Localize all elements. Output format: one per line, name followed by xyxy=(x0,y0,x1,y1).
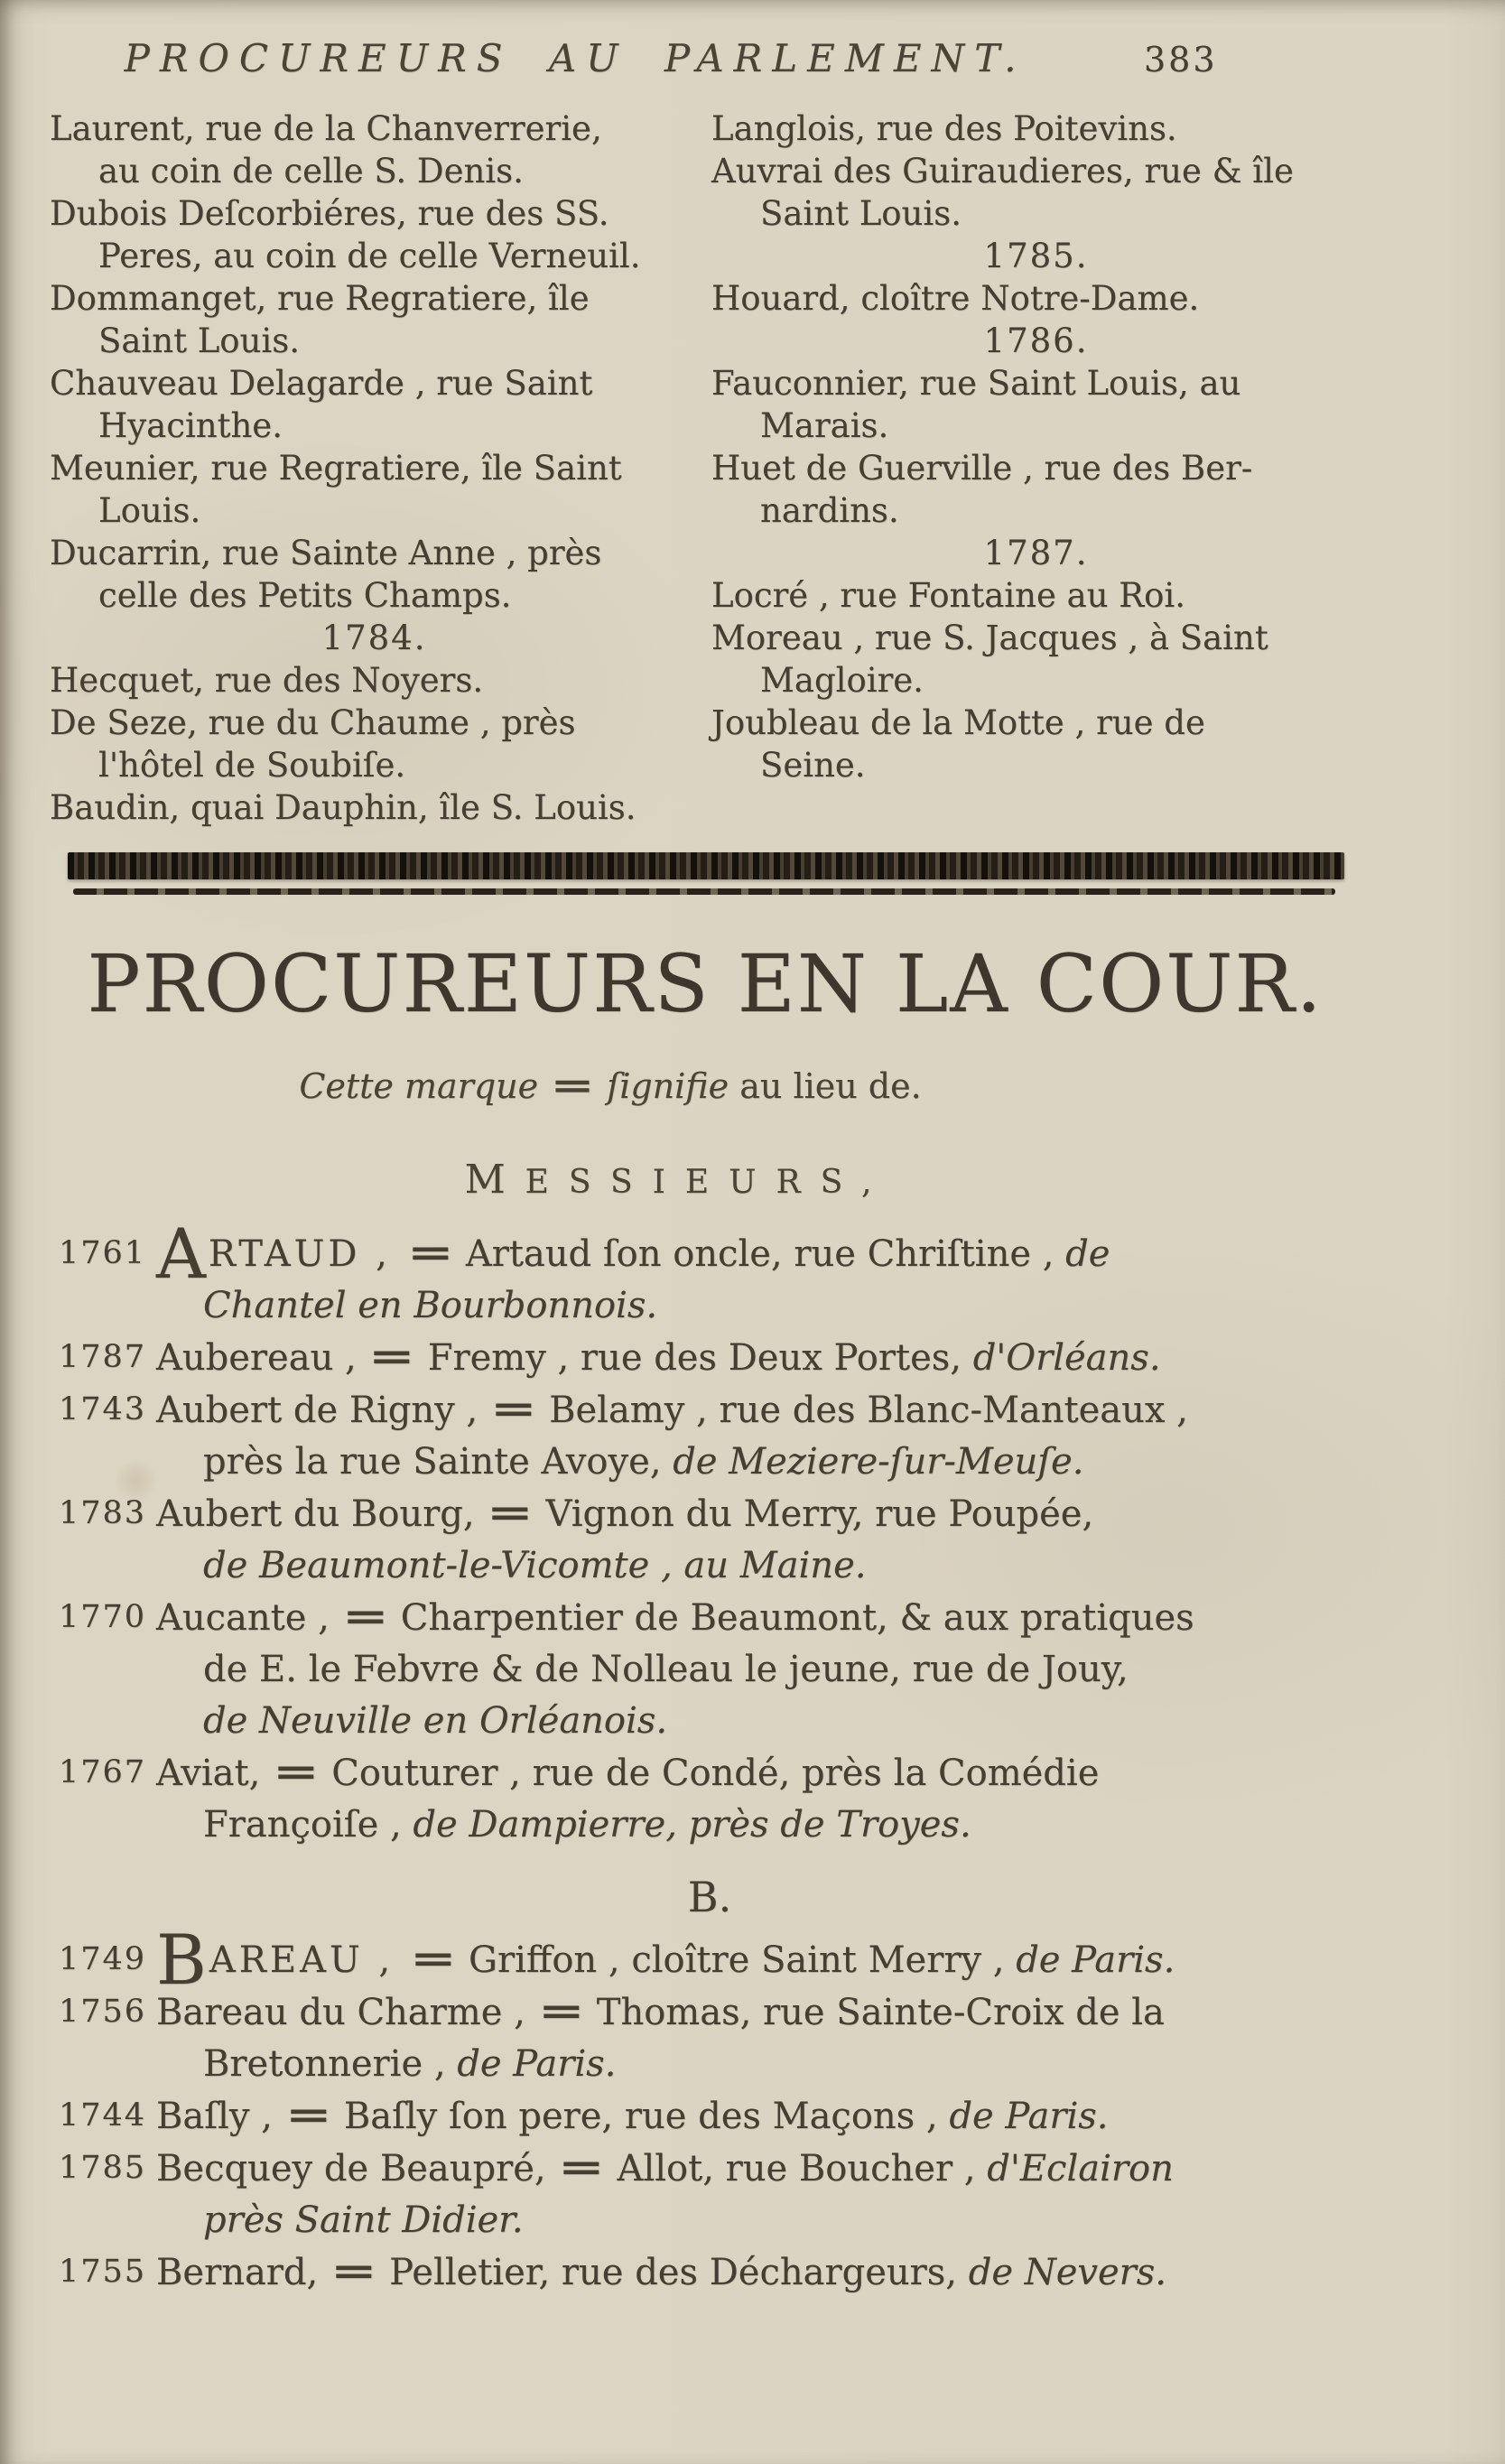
directory-line: Langlois, rue des Poitevins. xyxy=(711,109,1177,148)
procureur-entry xyxy=(59,1332,1361,1384)
entry-line xyxy=(156,2246,1361,2299)
entry-year: 1783 xyxy=(59,1494,147,1531)
right-column xyxy=(711,107,1361,829)
directory-year-line: 1784. xyxy=(321,618,427,657)
text-segment: Aubert du Bourg, xyxy=(156,1492,487,1535)
entry-year: 1785 xyxy=(59,2149,147,2186)
entries-list xyxy=(59,1213,1361,2299)
text-segment: de xyxy=(1065,1232,1110,1275)
marque-symbol: = xyxy=(341,1595,389,1638)
text-segment: Bareau du Charme , xyxy=(156,1991,537,2033)
text-segment: Belamy , rue des Blanc-Manteaux , xyxy=(537,1389,1188,1431)
entry-line xyxy=(156,1592,1361,1644)
text-segment: Griffon , cloître Saint Merry , xyxy=(457,1939,1017,1981)
entry-year: 1756 xyxy=(59,1993,147,2030)
marque-note xyxy=(50,1065,1361,1106)
directory-line: Dommanget, rue Regratiere, île xyxy=(50,279,590,318)
directory-line: Louis. xyxy=(98,491,201,530)
entry-initial: B xyxy=(156,1919,207,2000)
text-segment: de Nevers. xyxy=(968,2251,1167,2293)
text-segment: d'Eclairon xyxy=(987,2147,1174,2190)
marque-symbol: = xyxy=(330,2249,377,2292)
page-number: 383 xyxy=(1144,40,1218,79)
entry-line xyxy=(156,1540,1361,1592)
marque-symbol: = xyxy=(368,1334,416,1378)
directory-line: Joubleau de la Motte , rue de xyxy=(711,703,1205,742)
directory-line: Dubois Deſcorbiéres, rue des SS. xyxy=(50,194,609,233)
directory-line: Huet de Guerville , rue des Ber- xyxy=(711,449,1253,488)
directory-line: au coin de celle S. Denis. xyxy=(98,152,524,191)
procureur-entry xyxy=(59,1488,1361,1592)
text-segment: Pelletier, rue des Déchargeurs, xyxy=(377,2251,969,2293)
directory-line: Magloire. xyxy=(760,661,924,700)
procureur-entry xyxy=(59,1384,1361,1488)
parlement-directory xyxy=(50,107,1361,829)
directory-line: Saint Louis. xyxy=(760,194,962,233)
text-segment: Fremy , rue des Deux Portes, xyxy=(416,1336,973,1379)
directory-year-line: 1787. xyxy=(983,534,1089,572)
procureur-entry xyxy=(59,1592,1361,1747)
entry-year: 1761 xyxy=(59,1234,147,1271)
procureur-entry xyxy=(59,1919,1361,2000)
directory-line: Chauveau Delagarde , rue Saint xyxy=(50,364,593,403)
text-segment: Thomas, rue Sainte-Croix de la xyxy=(585,1991,1165,2033)
text-segment: de Neuville en Orléanois. xyxy=(203,1699,668,1742)
directory-line: nardins. xyxy=(760,491,899,530)
text-segment: de Beaumont-le-Vicomte , au Maine. xyxy=(203,1544,867,1586)
directory-line: Locré , rue Fontaine au Roi. xyxy=(711,576,1185,615)
entry-line xyxy=(156,1213,1361,1294)
text-segment: Chantel en Bourbonnois. xyxy=(203,1284,658,1326)
text-segment: Baſly , xyxy=(156,2095,284,2137)
running-head xyxy=(50,36,1361,80)
text-segment: Bretonnerie , xyxy=(203,2042,458,2085)
section-title: PROCUREURS EN LA COUR. xyxy=(87,937,1324,1030)
procureur-entry xyxy=(59,2143,1361,2246)
marque-symbol: = xyxy=(284,2093,332,2136)
procureur-entry xyxy=(59,1986,1361,2090)
entry-line xyxy=(156,2195,1361,2246)
entry-line xyxy=(156,1332,1361,1384)
section-divider-rule xyxy=(73,888,1335,895)
text-segment: de E. le Febvre & de Nolleau le jeune, rue de Jouy, xyxy=(203,1648,1129,1690)
entry-year: 1770 xyxy=(59,1598,147,1635)
marque-symbol: = xyxy=(406,1231,454,1274)
text-segment: Vignon du Merry, rue Poupée, xyxy=(534,1492,1094,1535)
procureur-entry xyxy=(59,2246,1361,2299)
marque-symbol: = xyxy=(487,1491,534,1534)
directory-line: De Seze, rue du Chaume , près xyxy=(50,703,576,742)
directory-year-line: 1786. xyxy=(983,321,1089,360)
marque-symbol: = xyxy=(272,1750,320,1793)
text-segment: au lieu de. xyxy=(739,1065,922,1106)
directory-line: Hecquet, rue des Noyers. xyxy=(50,661,484,700)
entry-year: 1787 xyxy=(59,1338,147,1375)
entry-year: 1755 xyxy=(59,2253,147,2290)
entry-line xyxy=(156,1747,1361,1799)
entry-line xyxy=(156,1488,1361,1540)
entry-line xyxy=(156,1644,1361,1696)
directory-line: Ducarrin, rue Sainte Anne , près xyxy=(50,534,602,572)
directory-line: Baudin, quai Dauphin, île S. Louis. xyxy=(50,788,636,827)
procureur-entry xyxy=(59,1213,1361,1332)
text-segment: Aubereau , xyxy=(156,1336,368,1379)
directory-line: Saint Louis. xyxy=(98,321,300,360)
text-segment: Charpentier de Beaumont, & aux pratiques xyxy=(389,1596,1194,1639)
entry-year: 1744 xyxy=(59,2097,147,2134)
text-segment: de Meziere-ſur-Meuſe. xyxy=(673,1440,1084,1483)
entry-line xyxy=(156,1437,1361,1488)
text-segment: Aviat, xyxy=(156,1752,273,1794)
text-segment: AREAU , xyxy=(209,1939,409,1981)
section-divider-ornament xyxy=(68,852,1344,879)
entry-line xyxy=(156,1919,1361,2000)
text-segment: de Paris. xyxy=(949,2095,1109,2137)
text-segment: près Saint Didier. xyxy=(203,2199,524,2241)
left-column xyxy=(50,107,699,829)
directory-line: Marais. xyxy=(760,406,889,445)
procureur-entry xyxy=(59,1747,1361,1851)
marque-symbol: = xyxy=(558,2145,606,2189)
text-segment: d'Orléans. xyxy=(972,1336,1161,1379)
directory-line: celle des Petits Champs. xyxy=(98,576,512,615)
entry-line xyxy=(156,2039,1361,2090)
entry-line xyxy=(156,1696,1361,1747)
entry-line xyxy=(156,1384,1361,1437)
directory-line: Fauconnier, rue Saint Louis, au xyxy=(711,364,1241,403)
text-segment: de Dampierre, près de Troyes. xyxy=(413,1803,971,1846)
running-head-title: PROCUREURS AU PARLEMENT. xyxy=(124,36,1027,80)
directory-line: Hyacinthe. xyxy=(98,406,283,445)
text-segment: Couturer , rue de Condé, près la Comédie xyxy=(320,1752,1100,1794)
entry-initial: A xyxy=(156,1213,206,1294)
text-segment: Bernard, xyxy=(156,2251,330,2293)
entry-year: 1767 xyxy=(59,1753,147,1790)
text-segment: Cette marque xyxy=(299,1065,550,1106)
marque-symbol: = xyxy=(409,1937,457,1980)
text-segment: Allot, rue Boucher , xyxy=(605,2147,988,2190)
procureur-entry xyxy=(59,2090,1361,2143)
directory-line: Laurent, rue de la Chanverrerie, xyxy=(50,109,602,148)
salutation: MESSIEURS, xyxy=(464,1156,892,1203)
entry-year: 1749 xyxy=(59,1940,147,1977)
directory-line: l'hôtel de Soubiſe. xyxy=(98,746,406,785)
marque-symbol: = xyxy=(489,1387,537,1430)
entry-line xyxy=(156,2143,1361,2195)
directory-year-line: 1785. xyxy=(983,237,1089,275)
section-letter: B. xyxy=(687,1872,732,1921)
entry-line xyxy=(156,1986,1361,2039)
directory-line: Meunier, rue Regratiere, île Saint xyxy=(50,449,622,488)
text-segment: ſignifie xyxy=(596,1065,740,1106)
text-segment: de Paris. xyxy=(457,2042,617,2085)
marque-symbol: = xyxy=(550,1064,595,1105)
directory-line: Peres, au coin de celle Verneuil. xyxy=(98,237,641,275)
text-segment: près la rue Sainte Avoye, xyxy=(203,1440,674,1483)
directory-line: Auvrai des Guiraudieres, rue & île xyxy=(711,152,1294,191)
entry-line xyxy=(156,1799,1361,1851)
text-segment: de Paris. xyxy=(1016,1939,1175,1981)
marque-symbol: = xyxy=(537,1989,585,2032)
text-segment: Aucante , xyxy=(156,1596,341,1639)
text-segment: Françoiſe , xyxy=(203,1803,413,1846)
entry-year: 1743 xyxy=(59,1390,147,1427)
text-segment: RTAUD , xyxy=(208,1232,406,1275)
directory-line: Seine. xyxy=(760,746,866,785)
directory-line: Houard, cloître Notre-Dame. xyxy=(711,279,1200,318)
text-segment: Baſly ſon pere, rue des Maçons , xyxy=(332,2095,950,2137)
entry-line xyxy=(156,2090,1361,2143)
entry-line xyxy=(156,1280,1361,1332)
text-segment: Artaud ſon oncle, rue Chriſtine , xyxy=(454,1232,1066,1275)
text-segment: Becquey de Beaupré, xyxy=(156,2147,558,2190)
text-segment: Aubert de Rigny , xyxy=(156,1389,489,1431)
directory-line: Moreau , rue S. Jacques , à Saint xyxy=(711,618,1268,657)
